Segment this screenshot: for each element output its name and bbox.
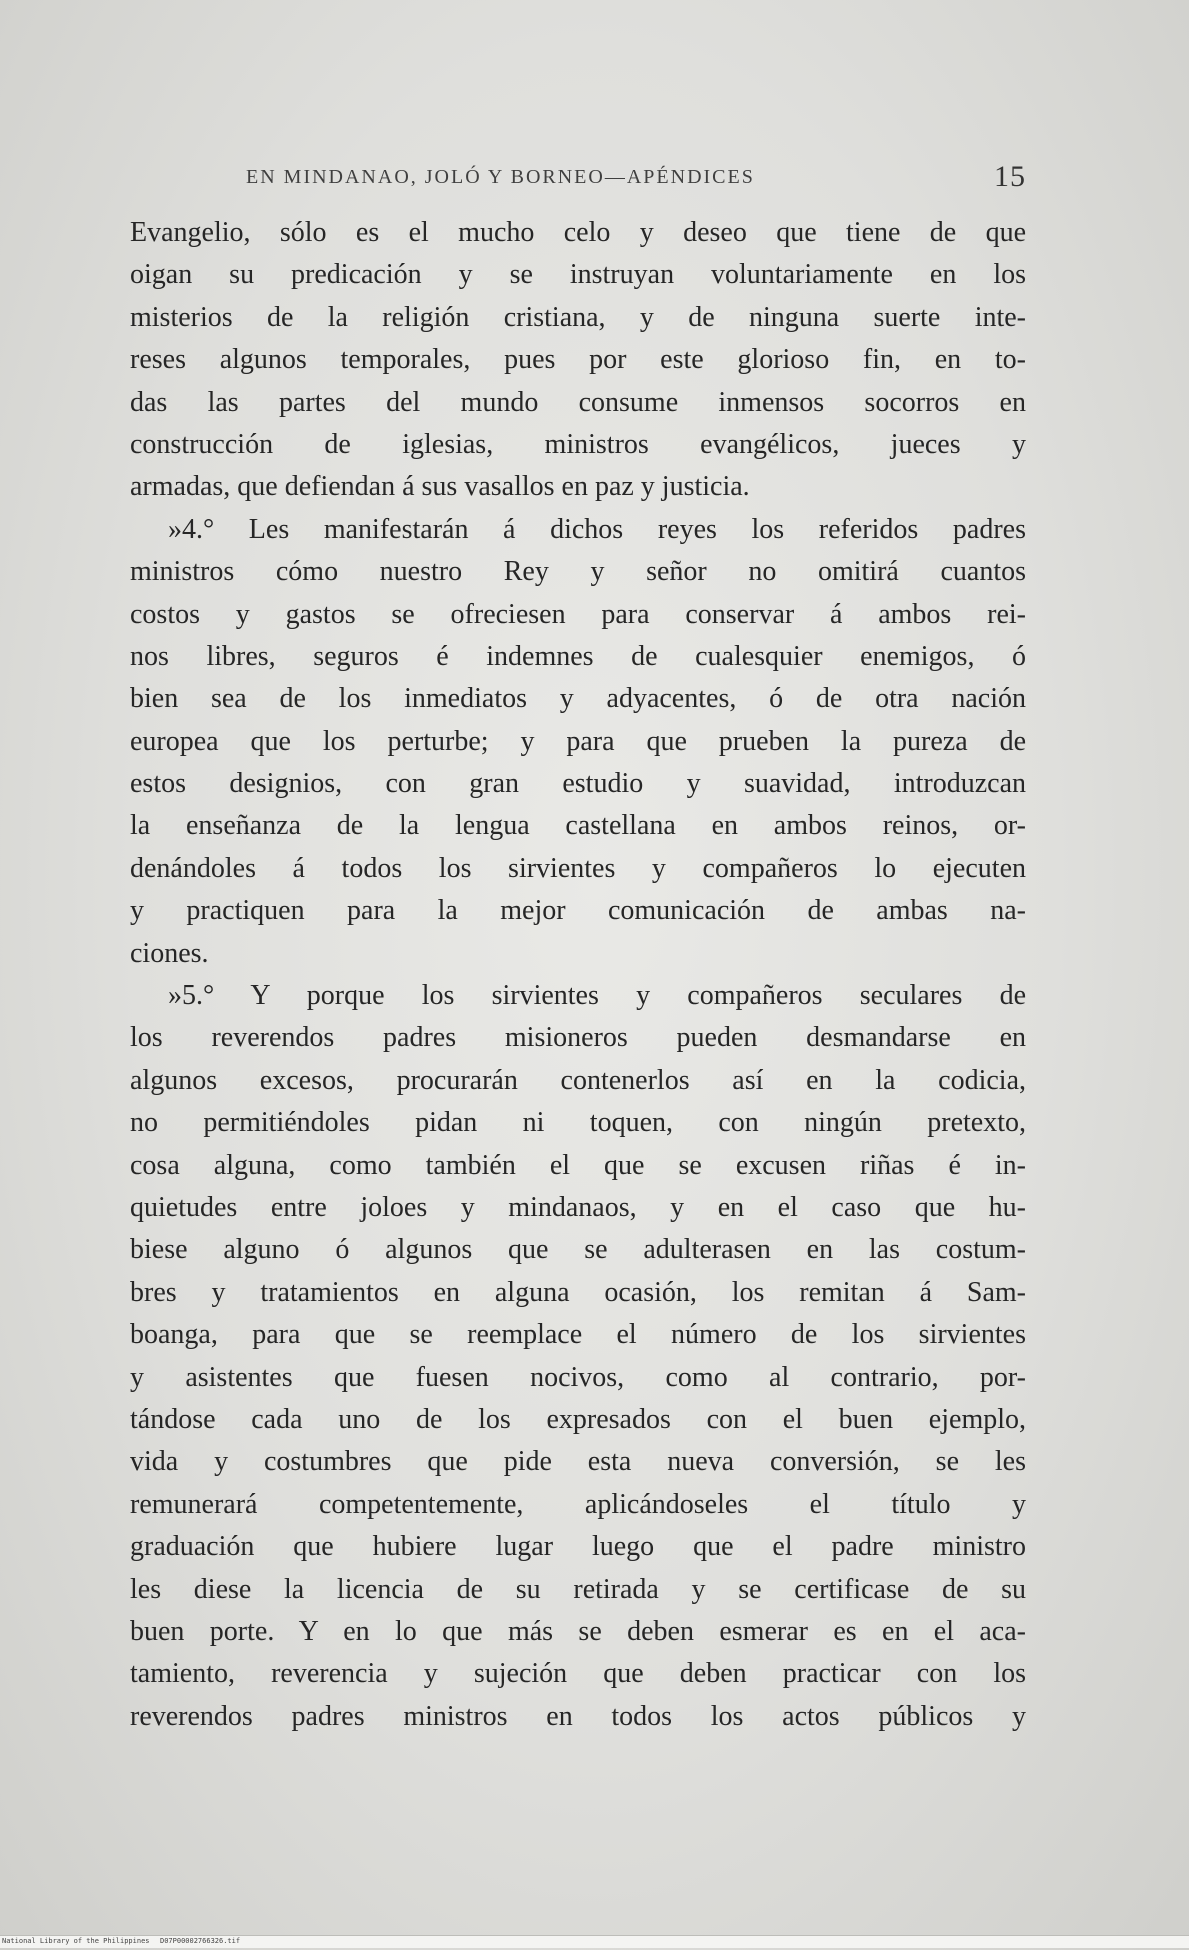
text-line: quietudes entre joloes y mindanaos, y en el caso que hu- — [130, 1191, 1026, 1223]
text-line: no permitiéndoles pidan ni toquen, con ningún pretexto, — [130, 1107, 1026, 1139]
text-line: tamiento, reverencia y sujeción que deben practicar con los — [130, 1658, 1026, 1690]
text-line: construcción de iglesias, ministros evangélicos, jueces y — [130, 428, 1026, 460]
text-line: bien sea de los inmediatos y adyacentes, ó de otra nación — [130, 683, 1026, 715]
scan-file-label: D07P00002766326.tif — [160, 1937, 241, 1945]
text-line: vida y costumbres que pide esta nueva conversión, se les — [130, 1446, 1026, 1478]
text-line: los reverendos padres misioneros pueden desmandarse en — [130, 1022, 1026, 1054]
text-line: cosa alguna, como también el que se excusen riñas é in- — [130, 1149, 1026, 1181]
text-line: Evangelio, sólo es el mucho celo y deseo que tiene de que — [130, 217, 1026, 248]
text-line: estos designios, con gran estudio y suavidad, introduzcan — [130, 768, 1026, 800]
text-line: boanga, para que se reemplace el número de los sirvientes — [130, 1319, 1026, 1351]
scan-library-label: National Library of the Philippines — [2, 1937, 150, 1945]
body-text — [130, 212, 1026, 1738]
text-line: misterios de la religión cristiana, y de ninguna suerte inte- — [130, 301, 1026, 333]
text-line: ciones. — [130, 937, 209, 969]
text-line: reses algunos temporales, pues por este glorioso fin, en to- — [130, 344, 1026, 376]
text-line: biese alguno ó algunos que se adulterasen en las costum- — [130, 1234, 1026, 1266]
text-line: »5.° Y porque los sirvientes y compañeros seculares de — [168, 980, 1026, 1012]
text-line: ministros cómo nuestro Rey y señor no omitirá cuantos — [130, 556, 1026, 588]
text-line: nos libres, seguros é indemnes de cualesquier enemigos, ó — [130, 640, 1026, 672]
text-line: das las partes del mundo consume inmensos socorros en — [130, 386, 1026, 418]
text-line: remunerará competentemente, aplicándoseles el título y — [130, 1488, 1026, 1520]
scan-footer — [0, 1935, 1189, 1948]
text-line: graduación que hubiere lugar luego que el padre ministro — [130, 1531, 1026, 1563]
text-line: »4.° Les manifestarán á dichos reyes los referidos padres — [168, 513, 1026, 545]
page-number: 15 — [994, 160, 1026, 193]
text-line: denándoles á todos los sirvientes y compañeros lo ejecuten — [130, 852, 1026, 884]
text-line: algunos excesos, procurarán contenerlos así en la codicia, — [130, 1064, 1026, 1096]
text-line: buen porte. Y en lo que más se deben esmerar es en el aca- — [130, 1615, 1026, 1647]
text-line: reverendos padres ministros en todos los actos públicos y — [130, 1700, 1026, 1732]
text-line: la enseñanza de la lengua castellana en ambos reinos, or- — [130, 810, 1026, 842]
text-line: les diese la licencia de su retirada y se certificase de su — [130, 1573, 1026, 1605]
text-line: tándose cada uno de los expresados con el buen ejemplo, — [130, 1403, 1026, 1435]
text-line: armadas, que defiendan á sus vasallos en paz y justicia. — [130, 471, 750, 503]
text-line: costos y gastos se ofreciesen para conservar á ambos rei- — [130, 598, 1026, 630]
text-line: y practiquen para la mejor comunicación de ambas na- — [130, 895, 1026, 927]
text-line: europea que los perturbe; y para que prueben la pureza de — [130, 725, 1026, 757]
running-head — [246, 160, 1026, 192]
running-head-title: EN MINDANAO, JOLÓ Y BORNEO—APÉNDICES — [246, 166, 755, 188]
text-line: y asistentes que fuesen nocivos, como al contrario, por- — [130, 1361, 1026, 1393]
text-line: bres y tratamientos en alguna ocasión, los remitan á Sam- — [130, 1276, 1026, 1308]
text-line: oigan su predicación y se instruyan voluntariamente en los — [130, 259, 1026, 291]
